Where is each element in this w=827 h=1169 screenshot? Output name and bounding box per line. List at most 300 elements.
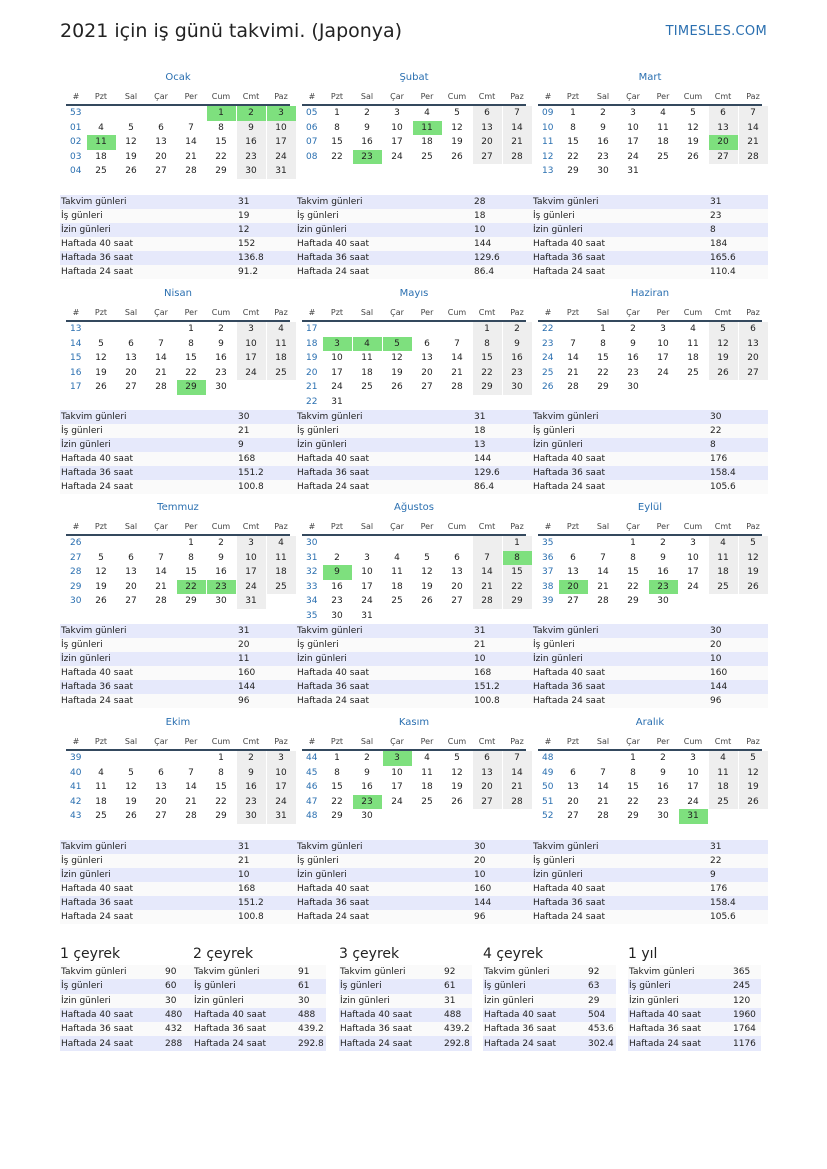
day-cell[interactable]: 9 — [503, 337, 532, 352]
day-cell[interactable]: 11 — [267, 337, 296, 352]
day-cell[interactable]: 27 — [125, 382, 137, 393]
day-cell[interactable]: 23 — [237, 795, 266, 810]
day-cell[interactable]: 9 — [218, 338, 224, 349]
holiday-cell[interactable]: 2 — [237, 106, 266, 121]
day-cell[interactable]: 7 — [600, 767, 606, 778]
day-cell[interactable]: 18 — [95, 796, 107, 807]
day-cell[interactable]: 17 — [267, 135, 296, 150]
day-cell[interactable]: 23 — [331, 596, 343, 607]
day-cell[interactable]: 24 — [391, 796, 403, 807]
day-cell[interactable]: 20 — [473, 780, 502, 795]
day-cell[interactable]: 2 — [237, 751, 266, 766]
day-cell[interactable]: 13 — [567, 782, 579, 793]
day-cell[interactable]: 30 — [597, 166, 609, 177]
day-cell[interactable]: 17 — [361, 581, 373, 592]
day-cell[interactable]: 16 — [237, 780, 266, 795]
day-cell[interactable]: 21 — [503, 780, 532, 795]
day-cell[interactable]: 7 — [188, 122, 194, 133]
day-cell[interactable]: 15 — [185, 353, 197, 364]
day-cell[interactable]: 23 — [657, 796, 669, 807]
day-cell[interactable]: 18 — [361, 367, 373, 378]
holiday-cell[interactable]: 20 — [709, 135, 738, 150]
day-cell[interactable]: 11 — [657, 122, 669, 133]
day-cell[interactable]: 8 — [188, 552, 194, 563]
day-cell[interactable]: 1 — [630, 753, 636, 764]
day-cell[interactable]: 25 — [687, 367, 699, 378]
day-cell[interactable]: 29 — [473, 380, 502, 395]
day-cell[interactable]: 2 — [600, 108, 606, 119]
day-cell[interactable]: 5 — [98, 552, 104, 563]
day-cell[interactable]: 29 — [503, 594, 532, 609]
day-cell[interactable]: 17 — [687, 782, 699, 793]
day-cell[interactable]: 15 — [503, 565, 532, 580]
day-cell[interactable]: 27 — [473, 150, 502, 165]
day-cell[interactable]: 4 — [424, 753, 430, 764]
day-cell[interactable]: 29 — [627, 596, 639, 607]
day-cell[interactable]: 10 — [391, 767, 403, 778]
month-name[interactable]: Mart — [638, 72, 662, 83]
day-cell[interactable]: 28 — [185, 811, 197, 822]
day-cell[interactable]: 4 — [660, 108, 666, 119]
day-cell[interactable]: 15 — [215, 782, 227, 793]
day-cell[interactable]: 13 — [473, 766, 502, 781]
day-cell[interactable]: 14 — [503, 121, 532, 136]
holiday-cell[interactable]: 23 — [353, 795, 382, 810]
day-cell[interactable]: 10 — [627, 122, 639, 133]
day-cell[interactable]: 26 — [421, 596, 433, 607]
day-cell[interactable]: 16 — [237, 135, 266, 150]
day-cell[interactable]: 7 — [473, 551, 502, 566]
holiday-cell[interactable]: 3 — [267, 106, 296, 121]
day-cell[interactable]: 21 — [597, 581, 609, 592]
day-cell[interactable]: 11 — [709, 766, 738, 781]
day-cell[interactable]: 4 — [690, 324, 696, 335]
day-cell[interactable]: 28 — [597, 811, 609, 822]
day-cell[interactable]: 3 — [630, 108, 636, 119]
day-cell[interactable]: 14 — [185, 137, 197, 148]
day-cell[interactable]: 5 — [454, 108, 460, 119]
day-cell[interactable]: 21 — [597, 796, 609, 807]
day-cell[interactable]: 18 — [421, 782, 433, 793]
day-cell[interactable]: 17 — [267, 780, 296, 795]
day-cell[interactable]: 3 — [364, 552, 370, 563]
day-cell[interactable]: 27 — [567, 596, 579, 607]
day-cell[interactable]: 20 — [125, 367, 137, 378]
day-cell[interactable]: 19 — [125, 151, 137, 162]
day-cell[interactable]: 21 — [567, 367, 579, 378]
day-cell[interactable]: 1 — [218, 753, 224, 764]
day-cell[interactable]: 3 — [660, 324, 666, 335]
day-cell[interactable]: 22 — [185, 367, 197, 378]
day-cell[interactable]: 3 — [237, 536, 266, 551]
day-cell[interactable]: 4 — [267, 322, 296, 337]
holiday-cell[interactable]: 8 — [503, 551, 532, 566]
holiday-cell[interactable]: 22 — [177, 580, 206, 595]
day-cell[interactable]: 1 — [630, 538, 636, 549]
day-cell[interactable]: 12 — [125, 137, 137, 148]
day-cell[interactable]: 6 — [158, 767, 164, 778]
day-cell[interactable]: 10 — [657, 338, 669, 349]
day-cell[interactable]: 23 — [215, 367, 227, 378]
day-cell[interactable]: 28 — [185, 166, 197, 177]
day-cell[interactable]: 13 — [473, 121, 502, 136]
day-cell[interactable]: 29 — [597, 382, 609, 393]
day-cell[interactable]: 8 — [334, 767, 340, 778]
day-cell[interactable]: 12 — [391, 353, 403, 364]
day-cell[interactable]: 22 — [331, 796, 343, 807]
day-cell[interactable]: 12 — [95, 567, 107, 578]
day-cell[interactable]: 25 — [421, 151, 433, 162]
day-cell[interactable]: 14 — [739, 121, 768, 136]
day-cell[interactable]: 7 — [739, 106, 768, 121]
day-cell[interactable]: 9 — [237, 766, 266, 781]
day-cell[interactable]: 14 — [597, 567, 609, 578]
day-cell[interactable]: 5 — [709, 322, 738, 337]
day-cell[interactable]: 28 — [503, 795, 532, 810]
day-cell[interactable]: 27 — [709, 150, 738, 165]
day-cell[interactable]: 21 — [451, 367, 463, 378]
day-cell[interactable]: 29 — [331, 811, 343, 822]
day-cell[interactable]: 11 — [421, 767, 433, 778]
day-cell[interactable]: 29 — [215, 811, 227, 822]
day-cell[interactable]: 28 — [739, 150, 768, 165]
day-cell[interactable]: 17 — [391, 782, 403, 793]
day-cell[interactable]: 6 — [570, 767, 576, 778]
day-cell[interactable]: 12 — [451, 767, 463, 778]
day-cell[interactable]: 22 — [567, 151, 579, 162]
day-cell[interactable]: 4 — [709, 751, 738, 766]
day-cell[interactable]: 21 — [503, 135, 532, 150]
day-cell[interactable]: 11 — [267, 551, 296, 566]
day-cell[interactable]: 27 — [567, 811, 579, 822]
day-cell[interactable]: 9 — [600, 122, 606, 133]
day-cell[interactable]: 4 — [394, 552, 400, 563]
day-cell[interactable]: 27 — [473, 795, 502, 810]
day-cell[interactable]: 1 — [600, 324, 606, 335]
day-cell[interactable]: 6 — [128, 338, 134, 349]
day-cell[interactable]: 8 — [218, 122, 224, 133]
day-cell[interactable]: 19 — [739, 565, 768, 580]
day-cell[interactable]: 2 — [660, 538, 666, 549]
day-cell[interactable]: 20 — [567, 796, 579, 807]
day-cell[interactable]: 26 — [391, 382, 403, 393]
day-cell[interactable]: 31 — [627, 166, 639, 177]
day-cell[interactable]: 19 — [391, 367, 403, 378]
day-cell[interactable]: 20 — [155, 796, 167, 807]
day-cell[interactable]: 12 — [451, 122, 463, 133]
day-cell[interactable]: 2 — [364, 108, 370, 119]
day-cell[interactable]: 9 — [364, 767, 370, 778]
day-cell[interactable]: 19 — [95, 367, 107, 378]
day-cell[interactable]: 13 — [125, 567, 137, 578]
day-cell[interactable]: 21 — [739, 135, 768, 150]
day-cell[interactable]: 22 — [627, 581, 639, 592]
day-cell[interactable]: 1 — [503, 536, 532, 551]
day-cell[interactable]: 1 — [334, 753, 340, 764]
day-cell[interactable]: 23 — [503, 366, 532, 381]
day-cell[interactable]: 27 — [739, 366, 768, 381]
day-cell[interactable]: 30 — [503, 380, 532, 395]
day-cell[interactable]: 30 — [215, 382, 227, 393]
day-cell[interactable]: 15 — [185, 567, 197, 578]
day-cell[interactable]: 25 — [361, 382, 373, 393]
month-name[interactable]: Mayıs — [399, 288, 429, 299]
day-cell[interactable]: 7 — [188, 767, 194, 778]
day-cell[interactable]: 21 — [473, 580, 502, 595]
day-cell[interactable]: 13 — [739, 337, 768, 352]
day-cell[interactable]: 8 — [218, 767, 224, 778]
day-cell[interactable]: 22 — [503, 580, 532, 595]
day-cell[interactable]: 12 — [95, 353, 107, 364]
day-cell[interactable]: 7 — [158, 338, 164, 349]
day-cell[interactable]: 10 — [331, 353, 343, 364]
day-cell[interactable]: 6 — [570, 552, 576, 563]
day-cell[interactable]: 17 — [657, 353, 669, 364]
day-cell[interactable]: 4 — [98, 767, 104, 778]
day-cell[interactable]: 16 — [361, 137, 373, 148]
day-cell[interactable]: 18 — [687, 353, 699, 364]
day-cell[interactable]: 9 — [660, 767, 666, 778]
day-cell[interactable]: 10 — [267, 121, 296, 136]
day-cell[interactable]: 18 — [421, 137, 433, 148]
day-cell[interactable]: 17 — [687, 567, 699, 578]
day-cell[interactable]: 9 — [660, 552, 666, 563]
day-cell[interactable]: 24 — [391, 151, 403, 162]
day-cell[interactable]: 20 — [155, 151, 167, 162]
day-cell[interactable]: 7 — [158, 552, 164, 563]
day-cell[interactable]: 28 — [567, 382, 579, 393]
day-cell[interactable]: 17 — [391, 137, 403, 148]
day-cell[interactable]: 31 — [237, 594, 266, 609]
day-cell[interactable]: 4 — [424, 108, 430, 119]
day-cell[interactable]: 29 — [627, 811, 639, 822]
day-cell[interactable]: 13 — [567, 567, 579, 578]
day-cell[interactable]: 3 — [394, 108, 400, 119]
day-cell[interactable]: 3 — [690, 538, 696, 549]
day-cell[interactable]: 19 — [709, 351, 738, 366]
holiday-cell[interactable]: 23 — [353, 150, 382, 165]
day-cell[interactable]: 10 — [687, 767, 699, 778]
day-cell[interactable]: 9 — [630, 338, 636, 349]
day-cell[interactable]: 14 — [503, 766, 532, 781]
day-cell[interactable]: 21 — [155, 367, 167, 378]
day-cell[interactable]: 19 — [421, 581, 433, 592]
month-name[interactable]: Temmuz — [157, 502, 199, 513]
day-cell[interactable]: 11 — [361, 353, 373, 364]
day-cell[interactable]: 21 — [185, 796, 197, 807]
day-cell[interactable]: 8 — [334, 122, 340, 133]
day-cell[interactable]: 26 — [739, 795, 768, 810]
day-cell[interactable]: 26 — [95, 382, 107, 393]
day-cell[interactable]: 28 — [451, 382, 463, 393]
day-cell[interactable]: 27 — [125, 596, 137, 607]
day-cell[interactable]: 30 — [361, 811, 373, 822]
day-cell[interactable]: 22 — [473, 366, 502, 381]
holiday-cell[interactable]: 4 — [353, 337, 382, 352]
day-cell[interactable]: 2 — [218, 538, 224, 549]
day-cell[interactable]: 14 — [185, 782, 197, 793]
day-cell[interactable]: 11 — [95, 782, 107, 793]
day-cell[interactable]: 16 — [597, 137, 609, 148]
day-cell[interactable]: 22 — [215, 796, 227, 807]
day-cell[interactable]: 8 — [630, 767, 636, 778]
day-cell[interactable]: 6 — [473, 106, 502, 121]
day-cell[interactable]: 18 — [95, 151, 107, 162]
day-cell[interactable]: 25 — [421, 796, 433, 807]
day-cell[interactable]: 8 — [630, 552, 636, 563]
day-cell[interactable]: 8 — [188, 338, 194, 349]
day-cell[interactable]: 31 — [267, 164, 296, 179]
day-cell[interactable]: 28 — [503, 150, 532, 165]
day-cell[interactable]: 30 — [215, 596, 227, 607]
day-cell[interactable]: 2 — [334, 552, 340, 563]
day-cell[interactable]: 15 — [331, 137, 343, 148]
month-name[interactable]: Ağustos — [394, 502, 434, 513]
holiday-cell[interactable]: 31 — [679, 809, 708, 824]
day-cell[interactable]: 10 — [237, 337, 266, 352]
day-cell[interactable]: 28 — [473, 594, 502, 609]
day-cell[interactable]: 11 — [391, 567, 403, 578]
day-cell[interactable]: 7 — [570, 338, 576, 349]
day-cell[interactable]: 8 — [570, 122, 576, 133]
day-cell[interactable]: 24 — [267, 150, 296, 165]
day-cell[interactable]: 7 — [503, 106, 532, 121]
day-cell[interactable]: 24 — [687, 796, 699, 807]
day-cell[interactable]: 13 — [451, 567, 463, 578]
day-cell[interactable]: 26 — [709, 366, 738, 381]
day-cell[interactable]: 7 — [454, 338, 460, 349]
day-cell[interactable]: 19 — [125, 796, 137, 807]
day-cell[interactable]: 9 — [364, 122, 370, 133]
day-cell[interactable]: 17 — [331, 367, 343, 378]
day-cell[interactable]: 2 — [364, 753, 370, 764]
day-cell[interactable]: 16 — [657, 567, 669, 578]
day-cell[interactable]: 28 — [155, 382, 167, 393]
day-cell[interactable]: 16 — [331, 581, 343, 592]
day-cell[interactable]: 30 — [657, 596, 669, 607]
day-cell[interactable]: 18 — [657, 137, 669, 148]
day-cell[interactable]: 15 — [215, 137, 227, 148]
day-cell[interactable]: 12 — [687, 122, 699, 133]
day-cell[interactable]: 12 — [739, 766, 768, 781]
month-name[interactable]: Ekim — [165, 717, 191, 728]
day-cell[interactable]: 29 — [185, 596, 197, 607]
day-cell[interactable]: 27 — [451, 596, 463, 607]
day-cell[interactable]: 31 — [331, 396, 343, 407]
holiday-cell[interactable]: 11 — [413, 121, 442, 136]
day-cell[interactable]: 24 — [267, 795, 296, 810]
month-name[interactable]: Nisan — [164, 288, 192, 299]
day-cell[interactable]: 25 — [709, 580, 738, 595]
holiday-cell[interactable]: 9 — [323, 565, 352, 580]
day-cell[interactable]: 12 — [739, 551, 768, 566]
day-cell[interactable]: 17 — [237, 351, 266, 366]
day-cell[interactable]: 3 — [267, 751, 296, 766]
day-cell[interactable]: 16 — [215, 353, 227, 364]
day-cell[interactable]: 16 — [215, 567, 227, 578]
day-cell[interactable]: 7 — [503, 751, 532, 766]
day-cell[interactable]: 5 — [454, 753, 460, 764]
day-cell[interactable]: 11 — [687, 338, 699, 349]
day-cell[interactable]: 23 — [597, 151, 609, 162]
day-cell[interactable]: 14 — [155, 567, 167, 578]
day-cell[interactable]: 20 — [451, 581, 463, 592]
day-cell[interactable]: 14 — [473, 565, 502, 580]
holiday-cell[interactable]: 29 — [177, 380, 206, 395]
day-cell[interactable]: 8 — [473, 337, 502, 352]
day-cell[interactable]: 23 — [627, 367, 639, 378]
day-cell[interactable]: 1 — [334, 108, 340, 119]
day-cell[interactable]: 28 — [597, 596, 609, 607]
day-cell[interactable]: 27 — [421, 382, 433, 393]
day-cell[interactable]: 1 — [570, 108, 576, 119]
day-cell[interactable]: 3 — [237, 322, 266, 337]
day-cell[interactable]: 3 — [690, 753, 696, 764]
day-cell[interactable]: 26 — [95, 596, 107, 607]
day-cell[interactable]: 29 — [215, 166, 227, 177]
day-cell[interactable]: 2 — [503, 322, 532, 337]
month-name[interactable]: Şubat — [399, 72, 429, 83]
day-cell[interactable]: 19 — [687, 137, 699, 148]
day-cell[interactable]: 15 — [331, 782, 343, 793]
day-cell[interactable]: 6 — [709, 106, 738, 121]
day-cell[interactable]: 25 — [657, 151, 669, 162]
day-cell[interactable]: 26 — [125, 166, 137, 177]
holiday-cell[interactable]: 5 — [383, 337, 412, 352]
day-cell[interactable]: 6 — [473, 751, 502, 766]
day-cell[interactable]: 25 — [95, 166, 107, 177]
day-cell[interactable]: 6 — [128, 552, 134, 563]
day-cell[interactable]: 27 — [155, 166, 167, 177]
day-cell[interactable]: 26 — [739, 580, 768, 595]
day-cell[interactable]: 31 — [361, 610, 373, 621]
day-cell[interactable]: 28 — [155, 596, 167, 607]
day-cell[interactable]: 2 — [630, 324, 636, 335]
day-cell[interactable]: 2 — [660, 753, 666, 764]
day-cell[interactable]: 15 — [627, 567, 639, 578]
holiday-cell[interactable]: 1 — [207, 106, 236, 121]
holiday-cell[interactable]: 23 — [649, 580, 678, 595]
holiday-cell[interactable]: 3 — [323, 337, 352, 352]
day-cell[interactable]: 10 — [237, 551, 266, 566]
day-cell[interactable]: 19 — [451, 782, 463, 793]
day-cell[interactable]: 17 — [627, 137, 639, 148]
day-cell[interactable]: 30 — [331, 610, 343, 621]
day-cell[interactable]: 24 — [687, 581, 699, 592]
day-cell[interactable]: 16 — [657, 782, 669, 793]
day-cell[interactable]: 5 — [739, 751, 768, 766]
day-cell[interactable]: 8 — [600, 338, 606, 349]
day-cell[interactable]: 11 — [709, 551, 738, 566]
day-cell[interactable]: 24 — [657, 367, 669, 378]
day-cell[interactable]: 16 — [627, 353, 639, 364]
day-cell[interactable]: 21 — [155, 581, 167, 592]
day-cell[interactable]: 19 — [95, 581, 107, 592]
day-cell[interactable]: 22 — [627, 796, 639, 807]
day-cell[interactable]: 26 — [125, 811, 137, 822]
day-cell[interactable]: 13 — [155, 782, 167, 793]
day-cell[interactable]: 13 — [125, 353, 137, 364]
day-cell[interactable]: 13 — [155, 137, 167, 148]
day-cell[interactable]: 14 — [451, 353, 463, 364]
day-cell[interactable]: 5 — [128, 122, 134, 133]
day-cell[interactable]: 17 — [237, 565, 266, 580]
day-cell[interactable]: 1 — [473, 322, 502, 337]
day-cell[interactable]: 24 — [627, 151, 639, 162]
day-cell[interactable]: 30 — [237, 809, 266, 824]
day-cell[interactable]: 16 — [361, 782, 373, 793]
day-cell[interactable]: 20 — [421, 367, 433, 378]
